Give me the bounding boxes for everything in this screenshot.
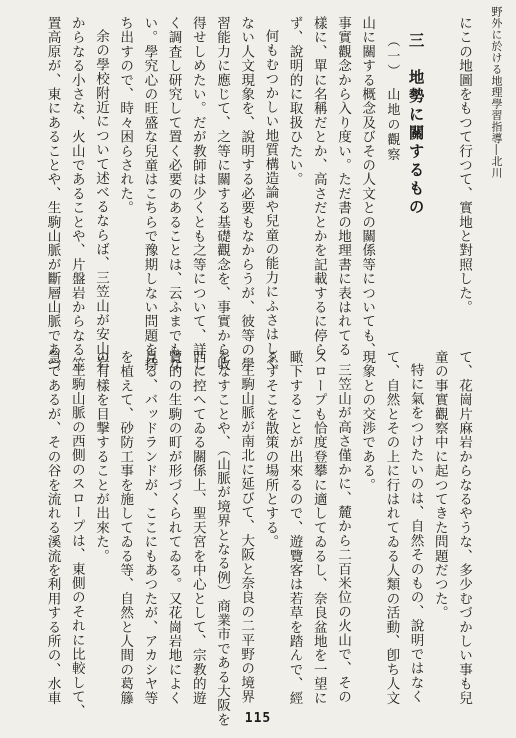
text-line: て、自然とその上に行はれてゐる人類の活動、卽ち人文 xyxy=(383,350,400,705)
text-line: 現象との交渉である。 xyxy=(359,350,376,492)
running-header: 野外に於ける地理學習指導―北川 xyxy=(490,6,503,179)
text-line: を植えて、砂防工事を施してゐる等、自然と人間の葛籐 xyxy=(117,350,134,705)
text-line: にこの地圖をもつて行つて、實地と對照した。 xyxy=(456,16,472,315)
text-line: 置高原が、東にあることや、生駒山脈が斷層山脈であつ xyxy=(44,16,61,371)
text-line: 覽的の生駒の町が形づくられてゐる。又花崗岩地によく xyxy=(165,350,182,705)
page-number: 115 xyxy=(244,711,272,726)
text-line: 急であるが、その谷を流れる溪流を利用する所の、水車 xyxy=(44,350,61,705)
text-line: ず、說明的に取扱ひたい。 xyxy=(286,16,303,187)
top-tier xyxy=(34,16,474,371)
text-line: 三笠山が高さ僅かに、麓から二百米位の火山で、その xyxy=(335,363,351,704)
text-line: 事實觀念から入り度い。ただ書の地理書に表はれてる xyxy=(335,16,351,357)
text-line xyxy=(430,16,450,330)
text-line: をなすことや、（山脈が境界となる例）商業市である大阪を xyxy=(214,350,230,727)
text-line: 生駒山脈の西側のスロープは、東側のそれに比較して、 xyxy=(68,363,85,718)
text-line: 生駒山脈が南北に延びて、大阪と奈良の二平野の境界 xyxy=(238,363,255,704)
text-line: 特に氣をつけたいのは、自然そのもの、說明ではなく xyxy=(407,363,424,704)
text-line: く調査し研究して置く必要のあることは、云ふまでもな xyxy=(165,16,182,371)
text-line: 何もむつかしい地質構造論や兒童の能力にふさはしく xyxy=(262,29,279,370)
text-line: 習能力に應じて、之等に關する基礎觀念を、事實から收 xyxy=(214,16,230,371)
section-heading: 三 地勢に關するもの xyxy=(406,32,426,217)
text-line: 瞰下することが出來るので、遊覽客は若草を踏んで、經 xyxy=(286,350,303,705)
text-line: 童の事實觀察中に起つてきた問題だつた。 xyxy=(431,350,448,620)
text-line: 得せしめたい。だが教師は少くとも之等について、詳し xyxy=(189,16,206,371)
text-line: い。學究心の旺盛な兒童はこちらで豫期しない問題を持 xyxy=(141,16,158,371)
text-line: からなる小さな、火山であることや、片盤岩からなる笠 xyxy=(68,16,85,371)
text-line: て、花崗片麻岩からなるやうな、多少むづかしい事も兒 xyxy=(456,350,472,705)
text-line: ち出すので、時々困らされた。 xyxy=(117,16,134,215)
text-line: 樣に、單に名稱だとか、高さだとかを記載するに停ら xyxy=(310,16,327,357)
text-line: 余の學校附近について述べるならば、三笠山が安山岩 xyxy=(93,29,109,370)
text-line: 山に關する概念及びその人文との關係等についても、 xyxy=(359,16,376,357)
text-line: スロープも恰度登攀に適してゐるし、奈良盆地を一望に xyxy=(310,350,327,705)
text-line: の有樣を目撃することが出來た。 xyxy=(93,350,109,563)
text-line: ゑずそこを散策の場所とする。 xyxy=(262,350,279,549)
text-line: 見る、バッドランドが、ここにもあつたが、アカシヤ等 xyxy=(141,350,158,705)
text-line: ない人文現象を、說明する必要もなからうが、彼等の學 xyxy=(238,16,255,371)
subsection-heading: （一） 山地の觀察 xyxy=(384,34,400,163)
text-line: 西に控へてゐる關係上、聖天宮を中心として、宗教的遊 xyxy=(189,350,206,705)
